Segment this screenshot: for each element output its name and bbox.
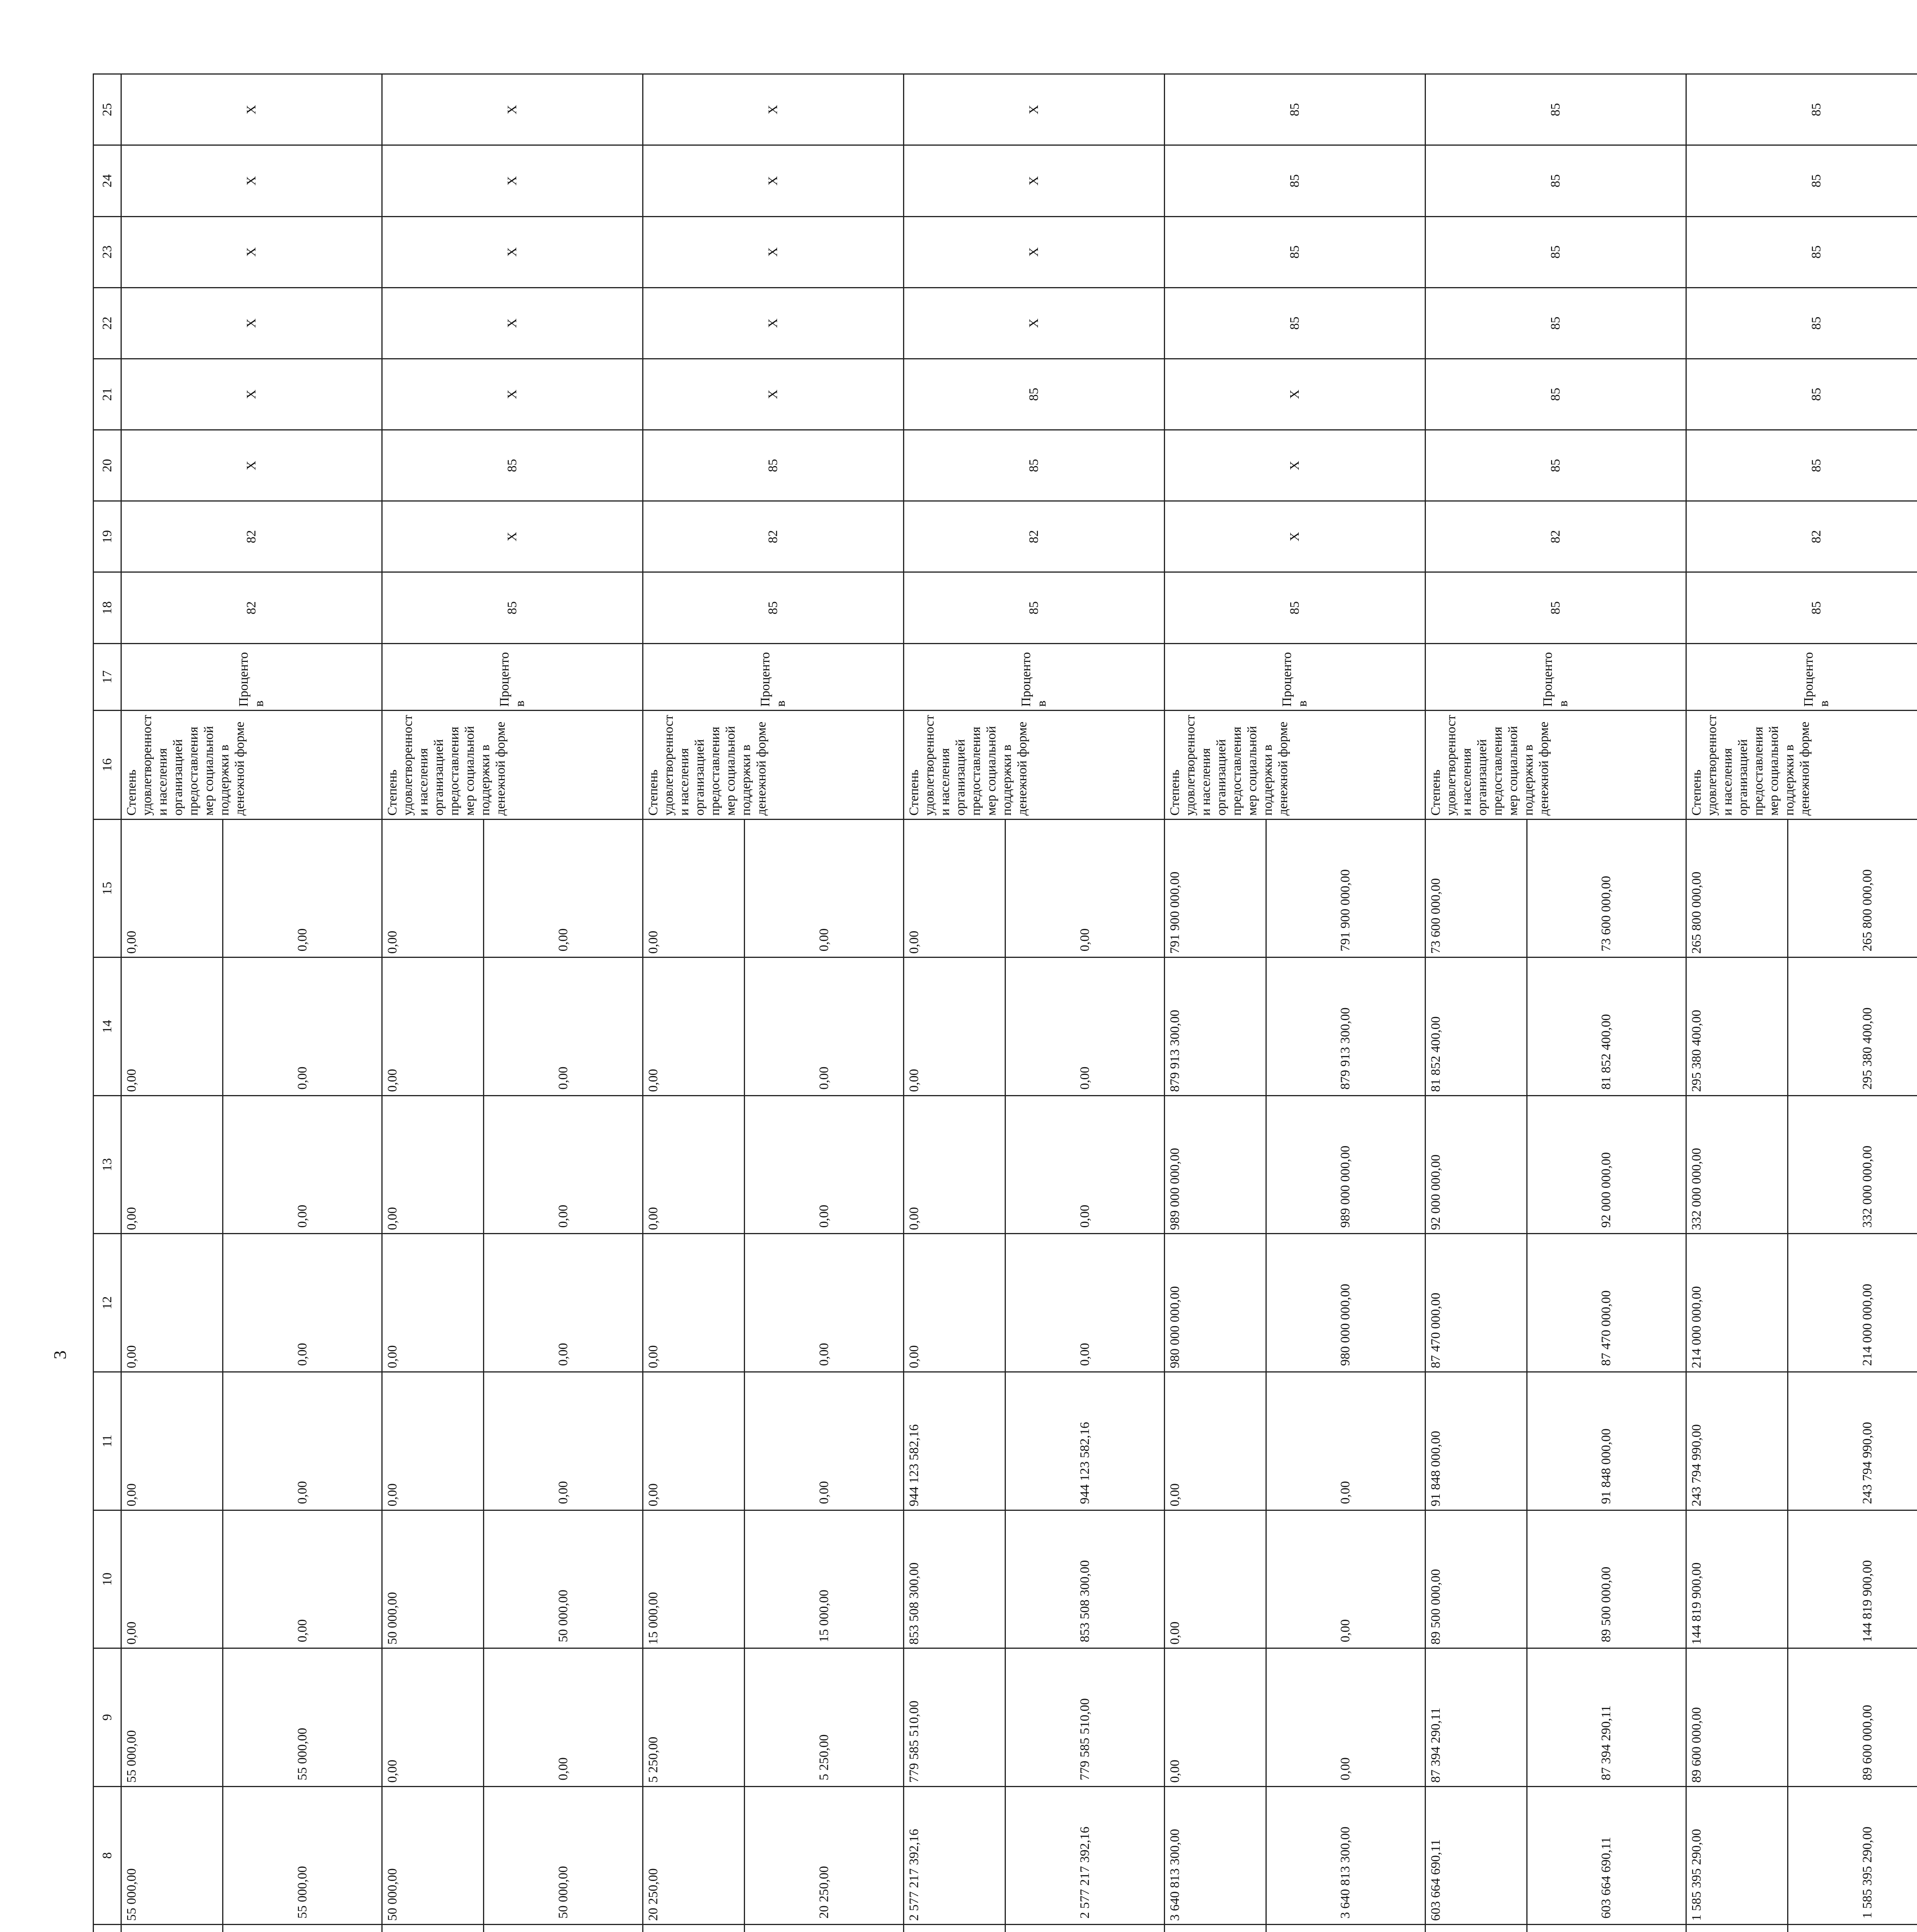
indicator-value: 85	[903, 359, 1164, 430]
finance-total-value: 144 819 900,00	[1686, 1510, 1788, 1648]
indicator-value: 85	[643, 572, 904, 643]
finance-total-value: 0,00	[121, 1234, 223, 1372]
finance-total-value: 0,00	[643, 957, 745, 1096]
indicator-name: Степень удовлетворенности населения организацией предоставления мер социальной поддержки в денежной форме	[1164, 711, 1425, 820]
finance-source-value: 214 000 000,00	[1788, 1234, 1917, 1372]
finance-total-value: 0,00	[643, 1372, 745, 1510]
finance-total-value: 0,00	[643, 1095, 745, 1234]
column-number: 13	[94, 1095, 121, 1234]
finance-total-value: 980 000 000,00	[1164, 1234, 1266, 1372]
indicator-value: 85	[1425, 572, 1686, 643]
finance-source-value: 91 848 000,00	[1527, 1372, 1686, 1510]
finance-source-value: 89 500 000,00	[1527, 1510, 1686, 1648]
indicator-value: 82	[643, 501, 904, 572]
finance-source-value: 0,00	[1005, 819, 1165, 957]
indicator-value: 85	[1164, 74, 1425, 145]
finance-total-value: 0,00	[903, 1234, 1005, 1372]
indicator-value: X	[382, 287, 643, 359]
finance-total-value: 87 394 290,11	[1425, 1648, 1527, 1787]
indicator-unit: Процентов	[1164, 643, 1425, 710]
finance-total-value: 81 852 400,00	[1425, 957, 1527, 1096]
indicator-value: 85	[1686, 145, 1917, 216]
indicator-value: 85	[382, 572, 643, 643]
column-number: 8	[94, 1786, 121, 1925]
finance-total-value: 1 585 395 290,00	[1686, 1786, 1788, 1925]
indicator-value: 82	[121, 501, 382, 572]
finance-source-label	[1788, 1925, 1917, 1932]
finance-source-label	[223, 1925, 382, 1932]
indicator-value: X	[121, 359, 382, 430]
finance-source-value: 0,00	[223, 1095, 382, 1234]
finance-total-value: 0,00	[121, 1510, 223, 1648]
finance-total-value: 73 600 000,00	[1425, 819, 1527, 957]
finance-total-label	[121, 1925, 223, 1932]
finance-total-value: 15 000,00	[643, 1510, 745, 1648]
finance-source-value: 92 000 000,00	[1527, 1095, 1686, 1234]
finance-total-value: 0,00	[382, 1648, 484, 1787]
finance-source-value: 944 123 582,16	[1005, 1372, 1165, 1510]
indicator-value: 82	[903, 501, 1164, 572]
indicator-value: X	[643, 359, 904, 430]
finance-source-value: 0,00	[223, 819, 382, 957]
indicator-value: X	[903, 74, 1164, 145]
indicator-value: 85	[1686, 359, 1917, 430]
indicator-value: X	[903, 216, 1164, 287]
indicator-value: X	[121, 74, 382, 145]
indicator-value: X	[643, 74, 904, 145]
finance-total-value: 0,00	[643, 819, 745, 957]
finance-source-label	[1005, 1925, 1165, 1932]
indicator-value: X	[121, 287, 382, 359]
indicator-unit: Процентов	[643, 643, 904, 710]
finance-total-value: 0,00	[643, 1234, 745, 1372]
indicator-value: 85	[1425, 430, 1686, 501]
finance-total-value: 50 000,00	[382, 1510, 484, 1648]
finance-total-value: 853 508 300,00	[903, 1510, 1005, 1648]
indicator-value: X	[382, 216, 643, 287]
indicator-value: 85	[1686, 216, 1917, 287]
finance-source-value: 853 508 300,00	[1005, 1510, 1165, 1648]
finance-total-value: 0,00	[121, 1095, 223, 1234]
indicator-value: X	[903, 287, 1164, 359]
indicator-value: X	[121, 430, 382, 501]
finance-total-label	[382, 1925, 484, 1932]
column-number: 16	[94, 711, 121, 820]
table-row	[121, 74, 223, 1932]
finance-source-value: 0,00	[223, 957, 382, 1096]
finance-source-label	[745, 1925, 904, 1932]
column-number: 11	[94, 1372, 121, 1510]
finance-total-value: 3 640 813 300,00	[1164, 1786, 1266, 1925]
finance-source-value: 779 585 510,00	[1005, 1648, 1165, 1787]
indicator-value: X	[1164, 430, 1425, 501]
indicator-value: X	[382, 359, 643, 430]
indicator-value: 85	[1686, 287, 1917, 359]
finance-total-value: 944 123 582,16	[903, 1372, 1005, 1510]
finance-source-value: 0,00	[484, 1372, 643, 1510]
table-row	[382, 74, 484, 1932]
finance-source-value: 0,00	[745, 1234, 904, 1372]
finance-source-value: 879 913 300,00	[1266, 957, 1425, 1096]
indicator-value: 82	[121, 572, 382, 643]
indicator-value: 85	[1164, 145, 1425, 216]
finance-total-value: 50 000,00	[382, 1786, 484, 1925]
indicator-value: X	[643, 145, 904, 216]
finance-total-label	[1164, 1925, 1266, 1932]
column-number: 24	[94, 145, 121, 216]
indicator-name: Степень удовлетворенности населения организацией предоставления мер социальной поддержки в денежной форме	[903, 711, 1164, 820]
indicator-value: X	[382, 145, 643, 216]
finance-total-value: 265 800 000,00	[1686, 819, 1788, 957]
indicator-value: 85	[1425, 359, 1686, 430]
finance-source-value: 603 664 690,11	[1527, 1786, 1686, 1925]
indicator-value: 82	[1425, 501, 1686, 572]
finance-total-value: 0,00	[382, 957, 484, 1096]
finance-source-value: 980 000 000,00	[1266, 1234, 1425, 1372]
indicator-value: X	[1164, 359, 1425, 430]
finance-total-value: 55 000,00	[121, 1648, 223, 1787]
table-row	[643, 74, 745, 1932]
column-number	[94, 1925, 121, 1932]
finance-total-value: 0,00	[382, 1234, 484, 1372]
indicator-value: X	[121, 216, 382, 287]
indicator-name: Степень удовлетворенности населения организацией предоставления мер социальной поддержки в денежной форме	[1686, 711, 1917, 820]
finance-source-value: 0,00	[484, 1648, 643, 1787]
column-number: 20	[94, 430, 121, 501]
indicator-value: X	[1164, 501, 1425, 572]
indicator-value: 85	[1425, 287, 1686, 359]
indicator-unit: Процентов	[382, 643, 643, 710]
finance-source-value: 5 250,00	[745, 1648, 904, 1787]
indicator-value: 85	[1425, 74, 1686, 145]
column-number: 23	[94, 216, 121, 287]
finance-total-value: 0,00	[1164, 1648, 1266, 1787]
finance-source-label	[484, 1925, 643, 1932]
indicator-value: 85	[1686, 74, 1917, 145]
finance-source-value: 295 380 400,00	[1788, 957, 1917, 1096]
finance-source-value: 3 640 813 300,00	[1266, 1786, 1425, 1925]
indicator-value: 85	[903, 430, 1164, 501]
finance-source-value: 87 470 000,00	[1527, 1234, 1686, 1372]
finance-source-value: 0,00	[484, 957, 643, 1096]
finance-source-value: 0,00	[1005, 1095, 1165, 1234]
indicator-value: 85	[903, 572, 1164, 643]
finance-source-value: 989 000 000,00	[1266, 1095, 1425, 1234]
finance-total-label	[1425, 1925, 1527, 1932]
finance-total-value: 92 000 000,00	[1425, 1095, 1527, 1234]
finance-source-value: 0,00	[484, 1234, 643, 1372]
indicator-value: X	[121, 145, 382, 216]
finance-total-value: 0,00	[1164, 1510, 1266, 1648]
finance-source-value: 0,00	[1266, 1510, 1425, 1648]
indicator-value: 85	[382, 430, 643, 501]
finance-total-value: 5 250,00	[643, 1648, 745, 1787]
indicator-value: X	[382, 74, 643, 145]
indicator-name: Степень удовлетворенности населения организацией предоставления мер социальной поддержки в денежной форме	[643, 711, 904, 820]
finance-total-value: 791 900 000,00	[1164, 819, 1266, 957]
indicator-value: 85	[1425, 216, 1686, 287]
column-number: 21	[94, 359, 121, 430]
finance-source-value: 0,00	[1266, 1372, 1425, 1510]
finance-total-value: 879 913 300,00	[1164, 957, 1266, 1096]
table-row	[1425, 74, 1527, 1932]
column-number: 18	[94, 572, 121, 643]
indicator-value: 82	[1686, 501, 1917, 572]
finance-source-value: 1 585 395 290,00	[1788, 1786, 1917, 1925]
finance-source-value: 50 000,00	[484, 1786, 643, 1925]
finance-total-value: 332 000 000,00	[1686, 1095, 1788, 1234]
indicator-unit: Процентов	[1686, 643, 1917, 710]
indicator-unit: Процентов	[1425, 643, 1686, 710]
finance-source-value: 243 794 990,00	[1788, 1372, 1917, 1510]
finance-source-value: 0,00	[223, 1372, 382, 1510]
finance-total-value: 0,00	[903, 957, 1005, 1096]
finance-total-value: 0,00	[121, 957, 223, 1096]
indicator-value: X	[643, 287, 904, 359]
finance-total-value: 0,00	[382, 1372, 484, 1510]
indicator-name: Степень удовлетворенности населения организацией предоставления мер социальной поддержки в денежной форме	[1425, 711, 1686, 820]
column-number: 19	[94, 501, 121, 572]
finance-source-label	[1266, 1925, 1425, 1932]
finance-source-value: 87 394 290,11	[1527, 1648, 1686, 1787]
finance-total-value: 0,00	[1164, 1372, 1266, 1510]
finance-source-value: 73 600 000,00	[1527, 819, 1686, 957]
finance-total-value: 87 470 000,00	[1425, 1234, 1527, 1372]
finance-total-value: 0,00	[382, 819, 484, 957]
finance-source-value: 0,00	[745, 1372, 904, 1510]
finance-source-value: 55 000,00	[223, 1786, 382, 1925]
column-number: 10	[94, 1510, 121, 1648]
finance-total-value: 55 000,00	[121, 1786, 223, 1925]
finance-source-value: 55 000,00	[223, 1648, 382, 1787]
program-table-sheet	[93, 73, 1917, 1932]
indicator-value: 85	[1164, 287, 1425, 359]
finance-total-value: 243 794 990,00	[1686, 1372, 1788, 1510]
indicator-unit: Процентов	[121, 643, 382, 710]
finance-total-value: 0,00	[903, 819, 1005, 957]
finance-source-value: 0,00	[484, 819, 643, 957]
finance-total-value: 91 848 000,00	[1425, 1372, 1527, 1510]
finance-source-value: 15 000,00	[745, 1510, 904, 1648]
finance-source-value: 0,00	[1005, 1234, 1165, 1372]
table-row	[903, 74, 1005, 1932]
finance-total-label	[1686, 1925, 1788, 1932]
finance-source-value: 20 250,00	[745, 1786, 904, 1925]
indicator-value: 85	[1686, 430, 1917, 501]
finance-total-value: 603 664 690,11	[1425, 1786, 1527, 1925]
finance-source-value: 0,00	[223, 1234, 382, 1372]
finance-total-value: 989 000 000,00	[1164, 1095, 1266, 1234]
indicator-unit: Процентов	[903, 643, 1164, 710]
column-number: 14	[94, 957, 121, 1096]
finance-source-value: 0,00	[745, 957, 904, 1096]
finance-source-value: 332 000 000,00	[1788, 1095, 1917, 1234]
finance-source-label	[1527, 1925, 1686, 1932]
finance-total-label	[643, 1925, 745, 1932]
finance-source-value: 81 852 400,00	[1527, 957, 1686, 1096]
indicator-value: 85	[643, 430, 904, 501]
finance-source-value: 0,00	[1266, 1648, 1425, 1787]
finance-total-value: 214 000 000,00	[1686, 1234, 1788, 1372]
finance-total-value: 2 577 217 392,16	[903, 1786, 1005, 1925]
indicator-value: 85	[1425, 145, 1686, 216]
column-number: 17	[94, 643, 121, 710]
indicator-value: 85	[1164, 572, 1425, 643]
finance-total-value: 89 600 000,00	[1686, 1648, 1788, 1787]
finance-source-value: 0,00	[223, 1510, 382, 1648]
indicator-name: Степень удовлетворенности населения организацией предоставления мер социальной поддержки в денежной форме	[121, 711, 382, 820]
indicator-value: 85	[1164, 216, 1425, 287]
finance-total-value: 779 585 510,00	[903, 1648, 1005, 1787]
indicator-value: X	[643, 216, 904, 287]
finance-total-label	[903, 1925, 1005, 1932]
indicator-value: X	[382, 501, 643, 572]
column-number: 12	[94, 1234, 121, 1372]
finance-total-value: 0,00	[903, 1095, 1005, 1234]
finance-total-value: 0,00	[121, 819, 223, 957]
page-number: 3	[50, 1350, 70, 1359]
finance-source-value: 265 800 000,00	[1788, 819, 1917, 957]
table-row	[1164, 74, 1266, 1932]
column-number: 9	[94, 1648, 121, 1787]
indicator-name: Степень удовлетворенности населения организацией предоставления мер социальной поддержки в денежной форме	[382, 711, 643, 820]
finance-source-value: 791 900 000,00	[1266, 819, 1425, 957]
table-row	[1686, 74, 1788, 1932]
column-number-header	[94, 74, 121, 1932]
indicator-value: 85	[1686, 572, 1917, 643]
finance-source-value: 2 577 217 392,16	[1005, 1786, 1165, 1925]
finance-source-value: 0,00	[1005, 957, 1165, 1096]
finance-source-value: 50 000,00	[484, 1510, 643, 1648]
finance-total-value: 89 500 000,00	[1425, 1510, 1527, 1648]
finance-total-value: 0,00	[121, 1372, 223, 1510]
program-activities-table	[93, 73, 1917, 1932]
finance-source-value: 144 819 900,00	[1788, 1510, 1917, 1648]
finance-source-value: 0,00	[745, 819, 904, 957]
column-number: 15	[94, 819, 121, 957]
finance-total-value: 295 380 400,00	[1686, 957, 1788, 1096]
finance-source-value: 89 600 000,00	[1788, 1648, 1917, 1787]
indicator-value: X	[903, 145, 1164, 216]
finance-total-value: 0,00	[382, 1095, 484, 1234]
column-number: 22	[94, 287, 121, 359]
finance-source-value: 0,00	[484, 1095, 643, 1234]
column-number: 25	[94, 74, 121, 145]
finance-source-value: 0,00	[745, 1095, 904, 1234]
finance-total-value: 20 250,00	[643, 1786, 745, 1925]
